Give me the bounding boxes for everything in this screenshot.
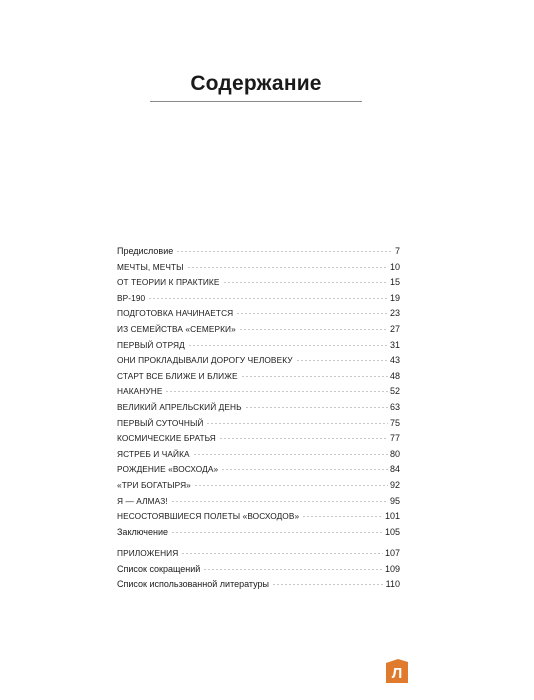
toc-entry-page-number: 63 bbox=[389, 401, 400, 412]
page-title: Содержание bbox=[190, 72, 322, 95]
toc-entry-title: ИЗ СЕМЕЙСТВА «СЕМЕРКИ» bbox=[117, 323, 236, 334]
toc-entry bbox=[117, 384, 400, 400]
toc-entry-title: ПЕРВЫЙ СУТОЧНЫЙ bbox=[117, 417, 204, 428]
toc-entry bbox=[117, 369, 400, 385]
toc-entry bbox=[117, 291, 400, 307]
toc-leader-dots bbox=[206, 423, 388, 424]
toc-entry bbox=[117, 431, 400, 447]
toc-entry-page-number: 95 bbox=[389, 495, 400, 506]
toc-leader-dots bbox=[176, 251, 393, 252]
toc-leader-dots bbox=[245, 407, 388, 408]
toc-entry-page-number: 27 bbox=[389, 323, 400, 334]
toc-entry bbox=[117, 509, 400, 525]
toc-entry bbox=[117, 322, 400, 338]
toc-entry bbox=[117, 577, 400, 593]
toc-entry-title: ПРИЛОЖЕНИЯ bbox=[117, 548, 179, 559]
toc-entry-title: Предисловие bbox=[117, 246, 174, 256]
toc-entry bbox=[117, 525, 400, 541]
toc-entry bbox=[117, 416, 400, 432]
toc-entry-title: ПЕРВЫЙ ОТРЯД bbox=[117, 339, 185, 350]
toc-entry bbox=[117, 462, 400, 478]
toc-entry bbox=[117, 494, 400, 510]
toc-leader-dots bbox=[188, 345, 388, 346]
toc-entry-title: Список использованной литературы bbox=[117, 579, 269, 590]
toc-leader-dots bbox=[239, 329, 388, 330]
toc-entry-title: «ТРИ БОГАТЫРЯ» bbox=[117, 479, 191, 490]
toc-entry-title: КОСМИЧЕСКИЕ БРАТЬЯ bbox=[117, 433, 216, 444]
toc-entry bbox=[117, 353, 400, 369]
toc-entry-page-number: 75 bbox=[389, 417, 400, 428]
toc-leader-dots bbox=[148, 298, 388, 299]
toc-entry-title: ЯСТРЕБ И ЧАЙКА bbox=[117, 448, 190, 459]
toc-entry-title: НАКАНУНЕ bbox=[117, 386, 163, 397]
toc-entry-title: Я — АЛМАЗ! bbox=[117, 495, 168, 506]
labirint-logo-icon bbox=[386, 659, 408, 683]
toc-leader-dots bbox=[171, 532, 383, 533]
toc-entry-title: РОЖДЕНИЕ «ВОСХОДА» bbox=[117, 464, 219, 475]
toc-entry-title: ВЕЛИКИЙ АПРЕЛЬСКИЙ ДЕНЬ bbox=[117, 401, 242, 412]
toc-entry-page-number: 92 bbox=[389, 479, 400, 490]
title-underline bbox=[150, 101, 362, 102]
toc-entry-page-number: 80 bbox=[389, 448, 400, 459]
toc-entry bbox=[117, 338, 400, 354]
toc-entry bbox=[117, 447, 400, 463]
toc-leader-dots bbox=[171, 501, 388, 502]
toc-entry-page-number: 105 bbox=[384, 526, 400, 537]
toc-entry-page-number: 109 bbox=[384, 563, 400, 574]
toc-entry-page-number: 77 bbox=[389, 433, 400, 444]
toc-leader-dots bbox=[236, 313, 388, 314]
toc-entry bbox=[117, 306, 400, 322]
toc-leader-dots bbox=[203, 569, 383, 570]
toc-entry bbox=[117, 275, 400, 291]
toc-entry-page-number: 7 bbox=[394, 246, 400, 256]
toc-entry-title: НЕСОСТОЯВШИЕСЯ ПОЛЕТЫ «ВОСХОДОВ» bbox=[117, 511, 300, 522]
toc-leader-dots bbox=[219, 438, 388, 439]
toc-entry-page-number: 84 bbox=[389, 464, 400, 475]
toc-leader-dots bbox=[302, 516, 383, 517]
toc-leader-dots bbox=[296, 360, 388, 361]
toc-leader-dots bbox=[194, 485, 388, 486]
toc-entry-title: ВР-190 bbox=[117, 292, 146, 303]
toc-entry-title: Список сокращений bbox=[117, 563, 201, 574]
toc-entry bbox=[117, 400, 400, 416]
toc-entry bbox=[117, 562, 400, 578]
toc-leader-dots bbox=[165, 391, 388, 392]
toc-leader-dots bbox=[223, 282, 388, 283]
toc-leader-dots bbox=[241, 376, 388, 377]
toc-entry-title: ОТ ТЕОРИИ К ПРАКТИКЕ bbox=[117, 277, 220, 288]
toc-entry-page-number: 110 bbox=[385, 579, 400, 590]
toc-entry-page-number: 10 bbox=[389, 261, 400, 272]
toc-entry-page-number: 101 bbox=[384, 511, 400, 522]
toc-entry-title: ПОДГОТОВКА НАЧИНАЕТСЯ bbox=[117, 308, 234, 319]
toc-leader-dots bbox=[221, 469, 388, 470]
toc-leader-dots bbox=[272, 584, 384, 585]
toc-entry-page-number: 19 bbox=[389, 292, 400, 303]
logo-letter: Л bbox=[391, 665, 403, 682]
toc-entry-page-number: 52 bbox=[389, 386, 400, 397]
toc-entry-title: ОНИ ПРОКЛАДЫВАЛИ ДОРОГУ ЧЕЛОВЕКУ bbox=[117, 355, 293, 366]
toc-entry-page-number: 15 bbox=[389, 277, 400, 288]
toc-entry-title: СТАРТ ВСЕ БЛИЖЕ И БЛИЖЕ bbox=[117, 370, 238, 381]
toc-entry bbox=[117, 546, 400, 562]
toc-leader-dots bbox=[193, 454, 388, 455]
toc-entry-page-number: 48 bbox=[389, 370, 400, 381]
table-of-contents bbox=[117, 244, 400, 593]
toc-entry-page-number: 31 bbox=[389, 339, 400, 350]
toc-entry-page-number: 107 bbox=[384, 548, 400, 559]
toc-entry bbox=[117, 260, 400, 276]
toc-entry-title: Заключение bbox=[117, 526, 168, 537]
toc-entry bbox=[117, 478, 400, 494]
toc-entry-page-number: 23 bbox=[389, 308, 400, 319]
toc-leader-dots bbox=[181, 553, 383, 554]
toc-entry bbox=[117, 244, 400, 260]
toc-entry-title: МЕЧТЫ, МЕЧТЫ bbox=[117, 261, 184, 272]
toc-leader-dots bbox=[187, 267, 388, 268]
toc-entry-page-number: 43 bbox=[389, 355, 400, 366]
